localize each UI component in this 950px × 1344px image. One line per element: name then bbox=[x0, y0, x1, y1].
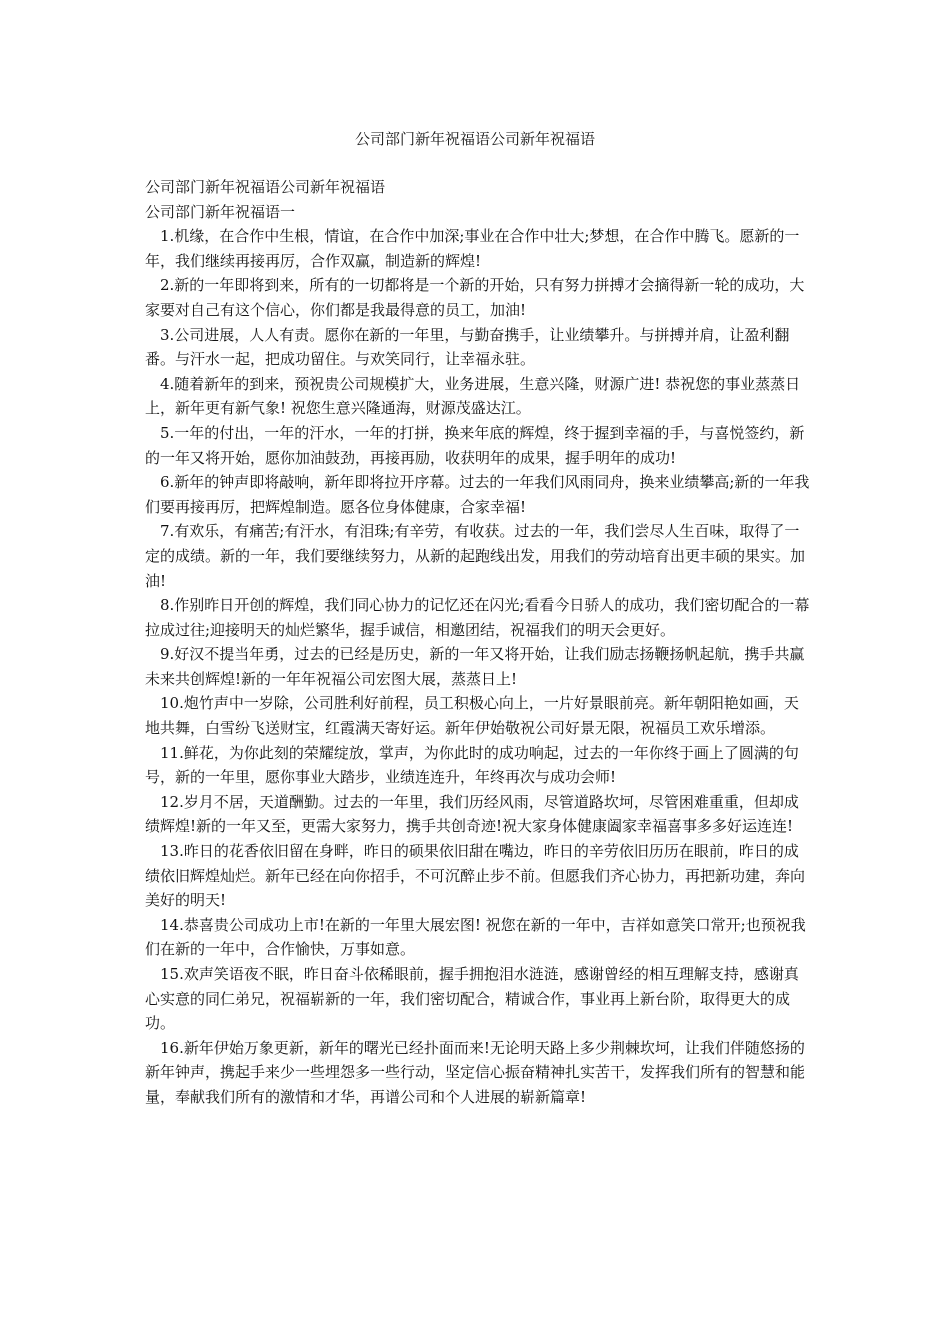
document-subtitle: 公司部门新年祝福语公司新年祝福语 bbox=[145, 178, 386, 196]
paragraph-15: 15.欢声笑语夜不眠，昨日奋斗依稀眼前，握手拥抱泪水涟涟，感谢曾经的相互理解支持，感谢真心实意的同仁弟兄，祝福崭新的一年，我们密切配合，精诚合作，事业再上新台阶，取得更大的成功。 bbox=[145, 965, 799, 1033]
paragraph-9: 9.好汉不提当年勇，过去的已经是历史，新的一年又将开始，让我们励志扬鞭扬帆起航，携手共赢未来共创辉煌!新的一年年祝福公司宏图大展，蒸蒸日上! bbox=[145, 645, 805, 688]
paragraph-2: 2.新的一年即将到来，所有的一切都将是一个新的开始，只有努力拼搏才会摘得新一轮的成功，大家要对自己有这个信心，你们都是我最得意的员工，加油! bbox=[145, 276, 805, 319]
paragraph-14: 14.恭喜贵公司成功上市!在新的一年里大展宏图! 祝您在新的一年中，吉祥如意笑口常开;也预祝我们在新的一年中，合作愉快，万事如意。 bbox=[145, 915, 806, 959]
paragraph-3: 3.公司进展，人人有责。愿你在新的一年里，与勤奋携手，让业绩攀升。与拼搏并肩，让盈利翻番。与汗水一起，把成功留住。与欢笑同行，让幸福永驻。 bbox=[145, 325, 790, 369]
paragraph-12: 12.岁月不居，天道酬勤。过去的一年里，我们历经风雨，尽管道路坎坷，尽管困难重重，但却成绩辉煌!新的一年又至，更需大家努力，携手共创奇迹!祝大家身体健康阖家幸福喜事多多好运连连! bbox=[145, 792, 799, 836]
paragraph-8: 8.作别昨日开创的辉煌，我们同心协力的记忆还在闪光;看看今日骄人的成功，我们密切配合的一幕拉成过往;迎接明天的灿烂繁华，握手诚信，相邀团结，祝福我们的明天会更好。 bbox=[145, 596, 810, 639]
document-body bbox=[145, 175, 813, 1110]
paragraph-16: 16.新年伊始万象更新，新年的曙光已经扑面而来!无论明天路上多少荆棘坎坷，让我们伴随悠扬的新年钟声，携起手来少一些埋怨多一些行动，坚定信心振奋精神扎实苦干，发挥我们所有的智慧和能量，奉献我们所有的激情和才华，再谱公司和个人进展的崭新篇章! bbox=[145, 1038, 806, 1106]
section-heading: 公司部门新年祝福语一 bbox=[145, 202, 296, 221]
document-title: 公司部门新年祝福语公司新年祝福语 bbox=[354, 130, 595, 148]
paragraph-5: 5.一年的付出，一年的汗水，一年的打拼，换来年底的辉煌，终于握到幸福的手，与喜悦签约，新的一年又将开始，愿你加油鼓劲，再接再励，收获明年的成果，握手明年的成功! bbox=[145, 423, 805, 467]
paragraph-11: 11.鲜花，为你此刻的荣耀绽放，掌声，为你此时的成功响起，过去的一年你终于画上了圆满的句号，新的一年里，愿你事业大踏步，业绩连连升，年终再次与成功会师! bbox=[145, 743, 799, 787]
paragraph-6: 6.新年的钟声即将敲响，新年即将拉开序幕。过去的一年我们风雨同舟，换来业绩攀高;新的一年我们要再接再厉，把辉煌制造。愿各位身体健康，合家幸福! bbox=[145, 473, 810, 516]
paragraph-7: 7.有欢乐，有痛苦;有汗水，有泪珠;有辛劳，有收获。过去的一年，我们尝尽人生百味，取得了一定的成绩。新的一年，我们要继续努力，从新的起跑线出发，用我们的劳动培育出更丰硕的果实。加油! bbox=[145, 522, 806, 590]
paragraph-4: 4.随着新年的到来，预祝贵公司规模扩大，业务进展，生意兴隆，财源广进! 恭祝您的事业蒸蒸日上，新年更有新气象! 祝您生意兴隆通海，财源茂盛达江。 bbox=[145, 374, 801, 418]
paragraph-1: 1.机缘，在合作中生根，情谊，在合作中加深;事业在合作中壮大;梦想，在合作中腾飞。愿新的一年，我们继续再接再厉，合作双赢，制造新的辉煌! bbox=[145, 227, 800, 270]
paragraph-10: 10.炮竹声中一岁除，公司胜利好前程，员工积极心向上，一片好景眼前亮。新年朝阳艳如画，天地共舞，白雪纷飞送财宝，红霞满天寄好运。新年伊始敬祝公司好景无限，祝福员工欢乐增添。 bbox=[145, 694, 799, 738]
paragraph-13: 13.昨日的花香依旧留在身畔，昨日的硕果依旧甜在嘴边，昨日的辛劳依旧历历在眼前，昨日的成绩依旧辉煌灿烂。新年已经在向你招手，不可沉醉止步不前。但愿我们齐心协力，再把新功建，奔向美好的明天! bbox=[145, 842, 806, 910]
